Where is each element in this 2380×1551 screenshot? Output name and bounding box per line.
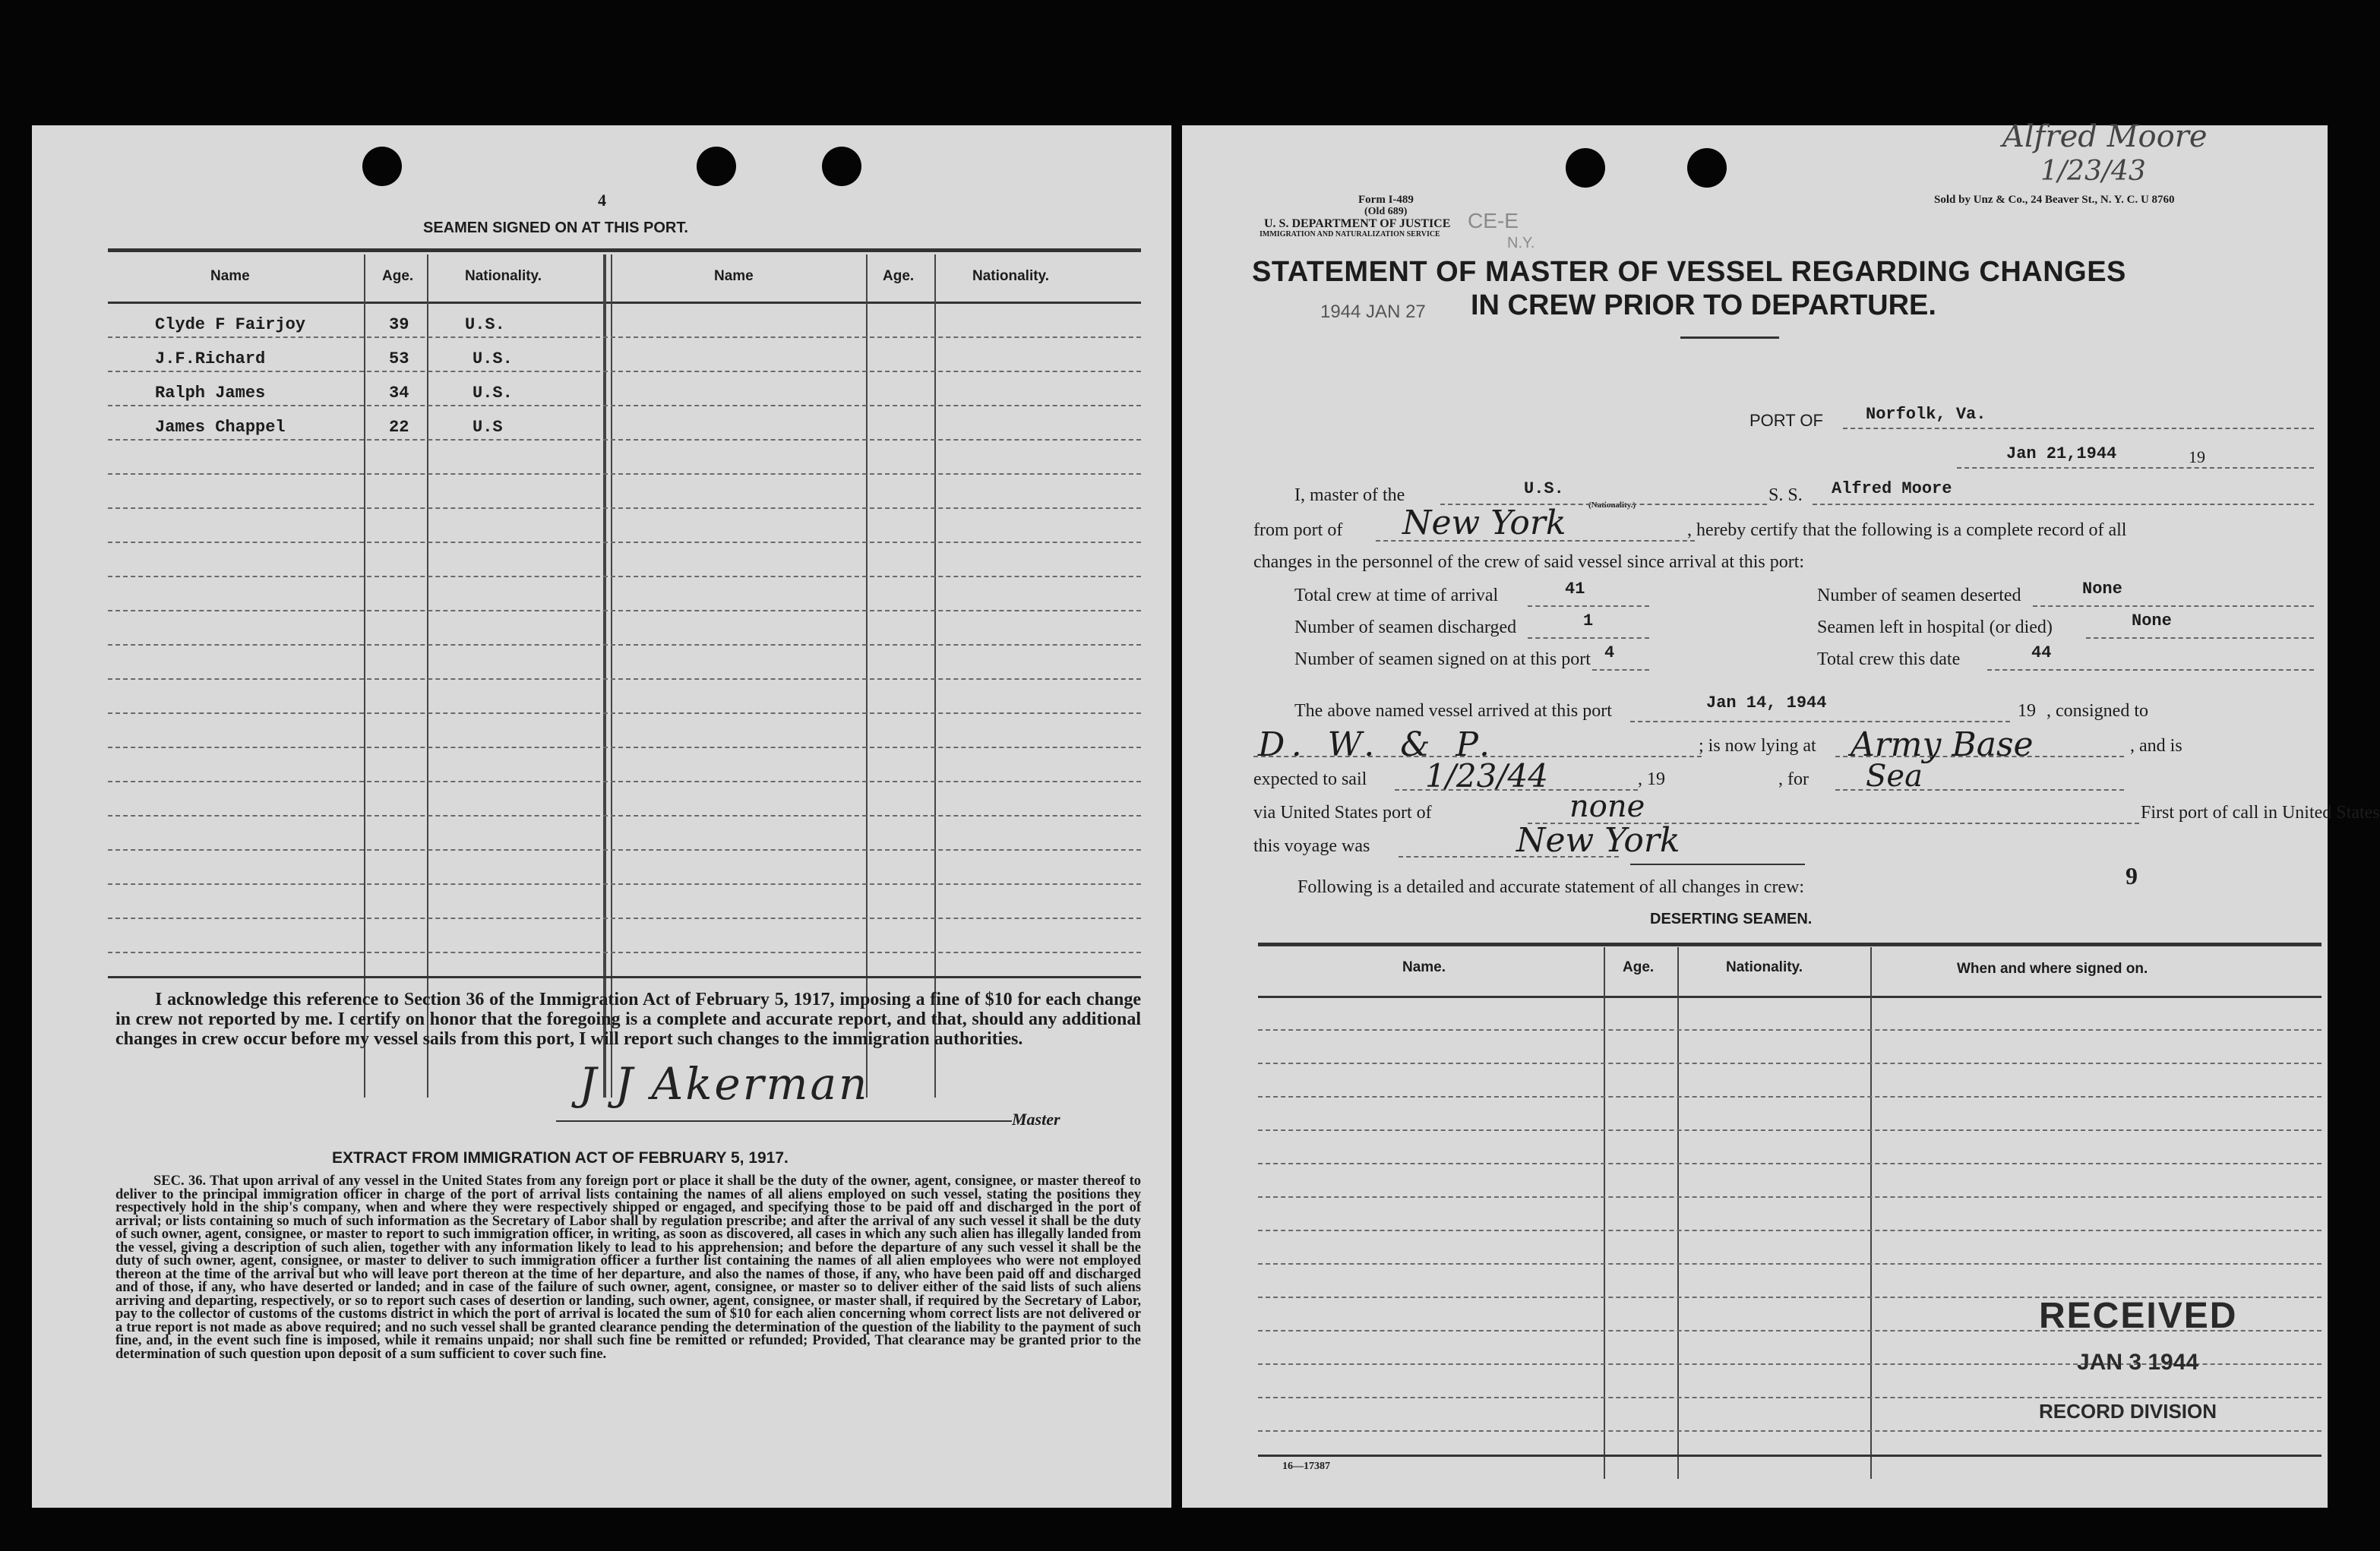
field-line (1843, 428, 2314, 429)
left-page (32, 125, 1171, 1508)
total-arrival-label: Total crew at time of arrival (1294, 586, 1499, 605)
table-row-line (108, 678, 1141, 680)
field-line (1957, 467, 2314, 469)
hospital-label: Seamen left in hospital (or died) (1817, 618, 2053, 637)
voyage-label: this voyage was (1253, 836, 1370, 856)
table-row-line (108, 507, 1141, 509)
table-cell-age: 39 (389, 315, 409, 334)
for-value: Sea (1866, 759, 1923, 794)
column-header: Nationality. (1726, 959, 1803, 975)
table-cell-nationality: U.S. (473, 384, 513, 403)
lying-value: Army Base (1851, 725, 2034, 764)
field-line (1813, 504, 2314, 505)
total-date-value: 44 (2031, 643, 2052, 662)
master-of-label: I, master of the (1294, 485, 1405, 505)
discharged-value: 1 (1583, 611, 1594, 630)
arrived-suffix: 19 (2018, 701, 2036, 721)
nationality-caption: (Nationality.) (1588, 501, 1636, 510)
column-divider (611, 254, 612, 1098)
port-value: Norfolk, Va. (1866, 405, 1986, 424)
column-divider (934, 254, 936, 1098)
record-division-stamp: RECORD DIVISION (2039, 1400, 2217, 1423)
punch-hole (697, 147, 736, 186)
table-row-line (108, 849, 1141, 851)
table-row-line (1258, 1063, 2322, 1064)
column-header: Nationality. (465, 268, 542, 284)
table-row-line (108, 781, 1141, 782)
acknowledgement-text: I acknowledge this reference to Section 36 of the Immigration Act of February 5, 1917, imposing a fine of $10 for each change in crew not reported by me. I certify on honor that the foregoing is a complete and accurate report, and that, should any additional changes in crew occur before my vessel sails from this port, I will report such changes to the immigration authorities. (115, 990, 1141, 1049)
table-row-line (1258, 1196, 2322, 1198)
table-cell-name: Clyde F Fairjoy (155, 315, 306, 334)
table-row-line (1258, 1397, 2322, 1398)
column-header: When and where signed on. (1957, 961, 2148, 977)
table-row-line (1258, 1029, 2322, 1031)
column-header: Age. (883, 268, 915, 284)
faint-stamp: N.Y. (1507, 235, 1535, 251)
column-divider (1870, 947, 1872, 1479)
right-page (1182, 119, 2380, 1508)
expected-label: expected to sail (1253, 769, 1367, 789)
column-header: Age. (1623, 959, 1655, 975)
service-name: IMMIGRATION AND NATURALIZATION SERVICE (1260, 230, 1440, 238)
field-line (2086, 637, 2314, 639)
from-port-value: New York (1402, 504, 1566, 542)
discharged-label: Number of seamen discharged (1294, 618, 1517, 637)
and-is-text: , and is (2130, 736, 2182, 756)
table-row-line (108, 473, 1141, 475)
handwritten-date-note: 1/23/43 (2040, 156, 2146, 187)
table-bottom-rule (1258, 1455, 2322, 1457)
column-divider (427, 254, 428, 1098)
table-cell-nationality: U.S. (465, 315, 505, 334)
page-number: 9 (2126, 862, 2138, 889)
table-row-line (108, 576, 1141, 577)
lying-label: ; is now lying at (1699, 736, 1816, 756)
voyage-value: New York (1516, 821, 1680, 860)
column-header: Name (714, 268, 754, 284)
received-date-stamp: JAN 3 1944 (2077, 1350, 2199, 1375)
changes-text: changes in the personnel of the crew of said vessel since arrival at this port: (1253, 552, 1805, 572)
table-row-line (108, 542, 1141, 543)
via-label: via United States port of (1253, 803, 1432, 823)
column-header: Name (210, 268, 250, 284)
column-divider (603, 254, 606, 1098)
table-row-line (108, 952, 1141, 953)
table-row-line (108, 644, 1141, 646)
table-row-line (108, 336, 1141, 338)
column-header: Age. (382, 268, 414, 284)
table-row-line (108, 405, 1141, 406)
table-row-line (1258, 1430, 2322, 1432)
table-cell-age: 22 (389, 418, 409, 437)
table-row-line (108, 815, 1141, 817)
table-row-line (108, 610, 1141, 611)
punch-hole (822, 147, 861, 186)
table-row-line (108, 747, 1141, 748)
date-stamp: 1944 JAN 27 (1320, 302, 1426, 322)
table-top-rule (1258, 943, 2322, 946)
faint-stamp: CE-E (1468, 209, 1519, 232)
column-divider (866, 254, 868, 1098)
table-row-line (108, 371, 1141, 372)
title-underline (1680, 336, 1779, 339)
table-cell-age: 34 (389, 384, 409, 403)
extract-title: EXTRACT FROM IMMIGRATION ACT OF FEBRUARY 5, 1917. (332, 1149, 789, 1167)
handwritten-vessel-note: Alfred Moore (2002, 119, 2208, 154)
table-bottom-rule (108, 976, 1141, 978)
table-row-line (108, 883, 1141, 885)
field-line (1630, 864, 1805, 865)
column-header: Name. (1402, 959, 1446, 975)
expected-suffix: , 19 (1638, 769, 1665, 789)
arrived-label: The above named vessel arrived at this port (1294, 701, 1612, 721)
deserted-value: None (2082, 580, 2122, 599)
form-title: STATEMENT OF MASTER OF VESSEL REGARDING CHANGES (1252, 256, 2126, 288)
table-header-rule (1258, 996, 2322, 998)
hospital-value: None (2132, 611, 2172, 630)
field-line (1528, 637, 1649, 639)
punch-hole (1566, 148, 1605, 188)
signed-on-value: 4 (1604, 643, 1615, 662)
date-suffix: 19 (2189, 447, 2205, 466)
publisher-note: Sold by Unz & Co., 24 Beaver St., N. Y. C. U 8760 (1934, 194, 2175, 206)
signature-label: Master (1012, 1110, 1060, 1129)
table-row-line (1258, 1096, 2322, 1098)
section-title: SEAMEN SIGNED ON AT THIS PORT. (423, 220, 688, 236)
table-cell-age: 53 (389, 349, 409, 368)
table-cell-name: James Chappel (155, 418, 286, 437)
column-divider (1677, 947, 1679, 1479)
table-row-line (1258, 1129, 2322, 1131)
table-cell-name: J.F.Richard (155, 349, 266, 368)
master-signature: J J Akerman (579, 1058, 870, 1110)
consigned-label: , consigned to (2047, 701, 2148, 721)
consigned-value: D. W. & P. (1258, 725, 1498, 764)
extract-text: SEC. 36. That upon arrival of any vessel in the United States from any foreign port or place it shall be the duty of the owner, agent, consignee, or master thereof to deliver to the principal immigration officer in charge of the port of arrival lists containing the names of all aliens employed on such vessel, stating the positions they respectively hold in the ship's company, when and where they were respectively shipped or engaged, and specifying those to be paid off and discharged in the port of arrival; or lists containing so much of such information as the Secretary of Labor shall by regulation prescribe; and after the arrival of any such vessel it shall be the duty of such owner, agent, consignee, or master to report to such immigration officer, in writing, as soon as discovered, all cases in which any such alien has illegally landed from the vessel, giving a description of such alien, together with any information likely to lead to his apprehension; and before the departure of any such vessel it shall be the duty of such owner, agent, consignee, or master to deliver to such immigration officer a further list containing the names of all alien employees who were not employed thereon at the time of the arrival but who will leave port thereon at the time of her departure, and also the names of those, if any, who have been paid off and discharged and of those, if any, who have deserted or landed; and in case of the failure of such owner, agent, consignee, or master so to deliver either of the said lists of such aliens arriving and departing, respectively, or so to report such cases of desertion or landing, such owner, agent, consignee, or master shall, if required by the Secretary of Labor, pay to the collector of customs of the customs district in which the port of arrival is located the sum of $10 for each alien concerning whom correct lists are not delivered or a true report is not made as above required; and no such vessel shall be granted clearance pending the determination of the question of the liability to the payment of such fine, and, in the event such fine is imposed, while it remains unpaid; nor shall such fine be remitted or refunded; Provided, That clearance may be granted prior to the determination of such question upon deposit of a sum sufficient to cover such fine. (115, 1174, 1141, 1362)
ss-label: S. S. (1768, 485, 1803, 505)
field-line (1630, 721, 2010, 722)
table-row-line (108, 918, 1141, 919)
column-header: Nationality. (972, 268, 1049, 284)
field-line (2033, 605, 2314, 607)
arrived-value: Jan 14, 1944 (1706, 693, 1827, 712)
footer-code: 16—17387 (1282, 1461, 1330, 1472)
deserting-title: DESERTING SEAMEN. (1650, 911, 1813, 927)
port-label: PORT OF (1749, 411, 1823, 430)
first-port-label: First port of call in United States (2141, 803, 2380, 823)
table-header-rule (108, 302, 1141, 304)
table-cell-name: Ralph James (155, 384, 266, 403)
via-value: none (1569, 789, 1645, 824)
field-line (1592, 669, 1649, 671)
for-label: , for (1778, 769, 1809, 789)
punch-hole (1687, 148, 1727, 188)
table-cell-nationality: U.S. (473, 349, 513, 368)
table-cell-nationality: U.S (473, 418, 503, 437)
table-row-line (1258, 1263, 2322, 1265)
expected-value: 1/23/44 (1425, 757, 1548, 794)
punch-hole (362, 147, 402, 186)
date-value: Jan 21,1944 (2006, 444, 2117, 463)
table-row-line (108, 712, 1141, 714)
certify-text: , hereby certify that the following is a complete record of all (1687, 520, 2127, 540)
signed-on-label: Number of seamen signed on at this port (1294, 649, 1591, 669)
nationality-value: U.S. (1524, 479, 1564, 498)
ss-value: Alfred Moore (1832, 479, 1952, 498)
deserted-label: Number of seamen deserted (1817, 586, 2021, 605)
received-stamp: RECEIVED (2039, 1296, 2238, 1336)
field-line (1528, 605, 1649, 607)
field-line (1835, 789, 2124, 791)
table-row-line (1258, 1163, 2322, 1164)
form-old-number: (Old 689) (1364, 206, 1408, 217)
total-arrival-value: 41 (1565, 580, 1585, 599)
field-line (1399, 856, 1619, 858)
field-line (1376, 540, 1695, 542)
field-line (1987, 669, 2314, 671)
form-title-line2: IN CREW PRIOR TO DEPARTURE. (1471, 289, 1936, 321)
following-text: Following is a detailed and accurate statement of all changes in crew: (1297, 877, 1805, 897)
table-row-line (1258, 1230, 2322, 1231)
department-name: U. S. DEPARTMENT OF JUSTICE (1264, 217, 1451, 230)
from-port-label: from port of (1253, 520, 1343, 540)
table-row-line (108, 439, 1141, 441)
field-line (1835, 756, 2124, 757)
signature-line (556, 1120, 1012, 1122)
form-number: Form I-489 (1358, 194, 1414, 206)
table-top-rule (108, 248, 1141, 252)
column-divider (1604, 947, 1605, 1479)
page-number: 4 (598, 191, 606, 210)
total-date-label: Total crew this date (1817, 649, 1961, 669)
column-divider (364, 254, 365, 1098)
